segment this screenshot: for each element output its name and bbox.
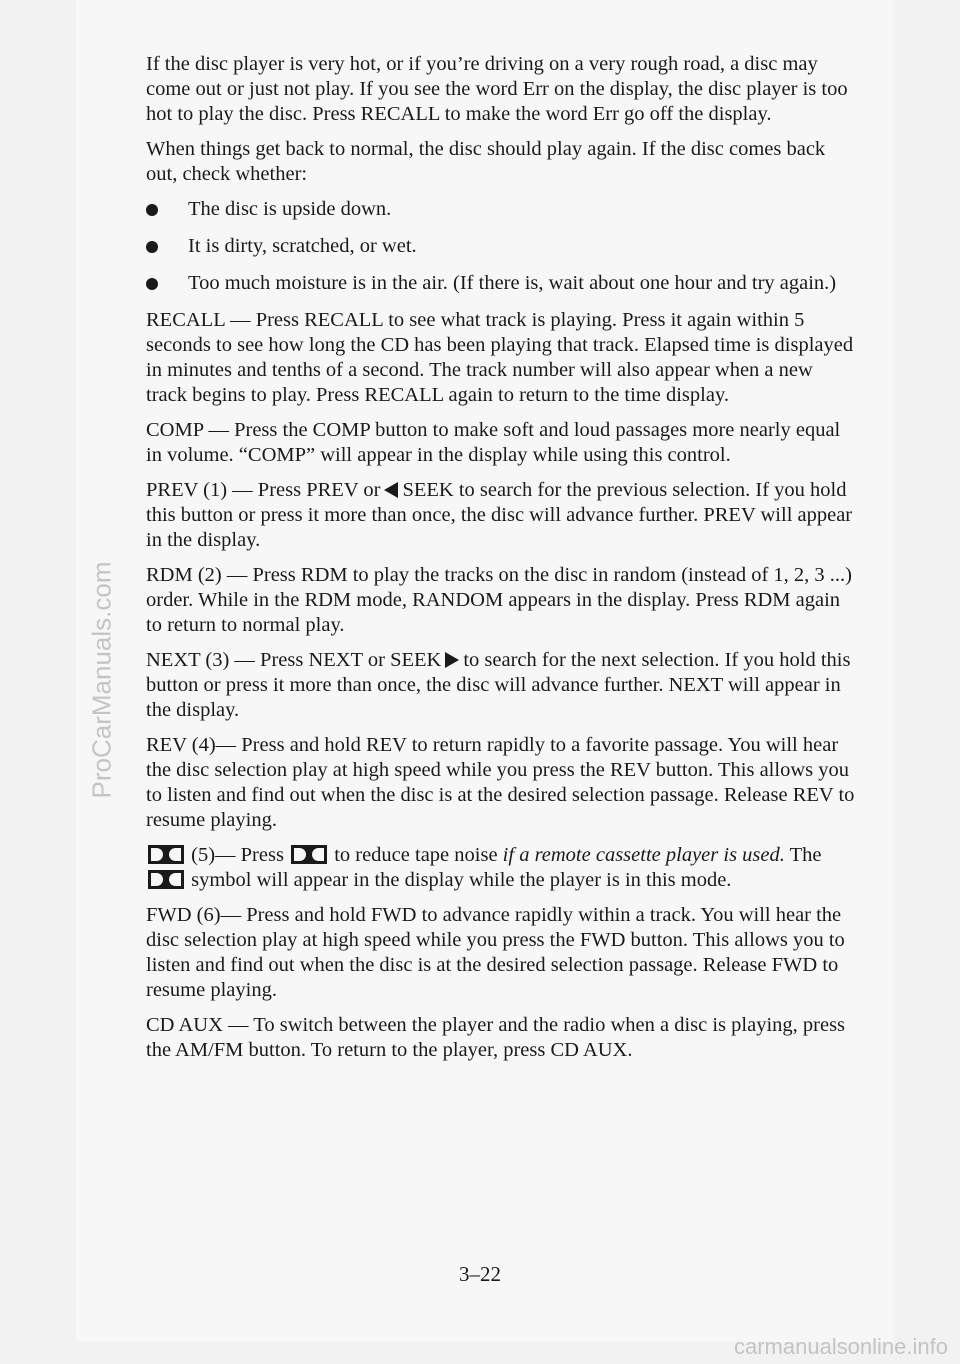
seek-right-icon: [445, 652, 459, 668]
list-item: Too much moisture is in the air. (If there is, wait about one hour and try again.): [146, 271, 858, 296]
list-item: It is dirty, scratched, or wet.: [146, 234, 858, 259]
recall-paragraph: RECALL — Press RECALL to see what track is playing. Press it again within 5 seconds to see how long the CD has been playing that track. Elapsed time is displayed in minutes and tenths of a second. The track number will also appear when a new track begins to play. Press RECALL again to return to the time display.: [146, 309, 854, 406]
rev-paragraph: REV (4)— Press and hold REV to return rapidly to a favorite passage. You will hear the disc selection play at high speed while you press the REV button. This allows you to listen and find out when the disc is at the desired selection passage. Release REV to resume playing.: [146, 734, 855, 831]
cd-aux-paragraph: CD AUX — To switch between the player and the radio when a disc is playing, press the AM/FM button. To return to the player, press CD AUX.: [146, 1014, 846, 1061]
bullet-icon: [146, 204, 158, 216]
bullet-icon: [146, 278, 158, 290]
next-paragraph: NEXT (3) — Press NEXT or SEEK to search for the next selection. If you hold this button or press it more than once, the disc will advance further. NEXT will appear in the display.: [146, 649, 851, 721]
dolby-icon: [148, 845, 184, 864]
intro-paragraph-1: If the disc player is very hot, or if you’re driving on a very rough road, a disc may come out or just not play. If you see the word Err on the display, the disc player is too hot to play the disc. Press RECALL to make the word Err go off the display.: [146, 53, 848, 125]
dolby-icon: [148, 870, 184, 889]
bullet-list: [146, 197, 858, 296]
dolby-icon: [291, 845, 327, 864]
side-watermark: ProCarManuals.com: [86, 561, 117, 799]
list-item: The disc is upside down.: [146, 197, 858, 222]
intro-paragraph-2: When things get back to normal, the disc should play again. If the disc comes back out, check whether:: [146, 138, 826, 185]
page-content: [146, 52, 858, 1073]
page-number: 3–22: [459, 1262, 501, 1286]
bullet-icon: [146, 241, 158, 253]
comp-paragraph: COMP — Press the COMP button to make soft and loud passages more nearly equal in volume. “COMP” will appear in the display while using this control.: [146, 419, 841, 466]
rdm-paragraph: RDM (2) — Press RDM to play the tracks on the disc in random (instead of 1, 2, 3 ...) order. While in the RDM mode, RANDOM appears in the display. Press RDM again to return to normal play.: [146, 564, 853, 636]
seek-left-icon: [384, 482, 398, 498]
fwd-paragraph: FWD (6)— Press and hold FWD to advance rapidly within a track. You will hear the disc selection play at high speed while you press the FWD button. This allows you to listen and find out when the disc is at the desired selection passage. Release FWD to resume playing.: [146, 904, 845, 1001]
dolby-paragraph: (5)— Press to reduce tape noise if a remote cassette player is used. The symbol will appear in the display while the player is in this mode.: [146, 843, 858, 893]
bottom-watermark: carmanualsonline.info: [733, 1334, 948, 1359]
prev-paragraph: PREV (1) — Press PREV or SEEK to search for the previous selection. If you hold this button or press it more than once, the disc will advance further. PREV will appear in the display.: [146, 479, 853, 551]
